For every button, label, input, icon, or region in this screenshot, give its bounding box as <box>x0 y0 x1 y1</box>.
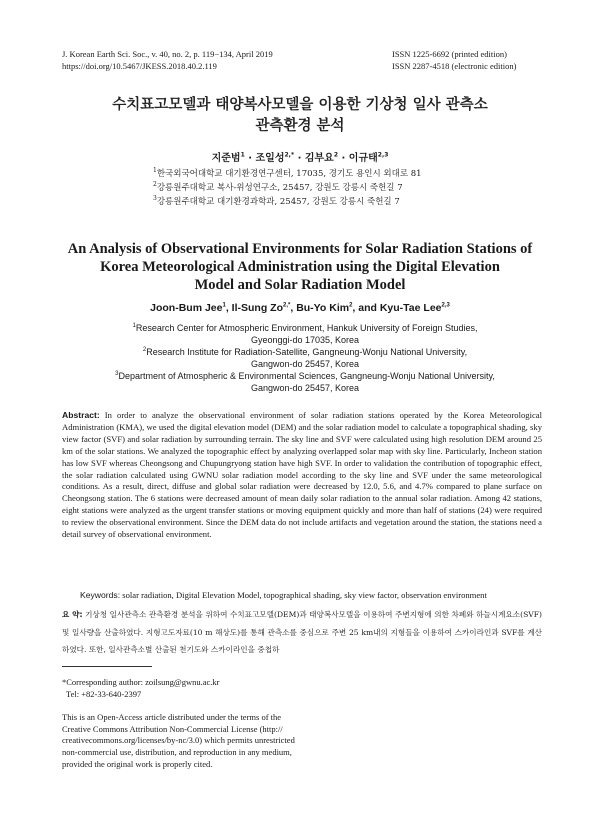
korean-title <box>0 95 600 137</box>
license-line: creativecommons.org/licenses/by-nc/3.0) which permits unrestricted <box>62 735 295 746</box>
author-name: 지준범 <box>211 153 241 164</box>
korean-abstract-text: 기상청 일사관측소 관측환경 분석을 위하여 수치표고모델(DEM)과 태양복사모델을 이용하여 주변지형에 의한 차폐와 하늘시계요소(SVF) 및 일사량을 산출하였다. 지형고도자료(10 m 해상도)를 통해 관측소를 중심으로 주변 25 km내의 지형들을 이용하여 스카이라인과 SVF를 계산하였다. 또한, 일사관측소별 산출된 천기도와 스카이라인을 중첩하 <box>62 610 542 654</box>
affiliation-text: Gyeonggi-do 17035, Korea <box>250 335 360 345</box>
korean-title-line: 수치표고모델과 태양복사모델을 이용한 기상청 일사 관측소 <box>112 97 488 113</box>
issn-electronic: ISSN 2287-4518 (electronic edition) <box>392 61 517 71</box>
affil-mark: 3 <box>153 195 157 203</box>
english-title-line: An Analysis of Observational Environments for Solar Radiation Stations of <box>67 241 533 257</box>
abstract-text: In order to analyze the observational environment of solar radiation stations operated by the Korea Meteorological Administration (KMA), we used the digital elevation model (DEM) and the solar radiation model to calculate a topographical shading, sky view factor (SVF) and solar radiation by surrounding terrain. The sky line and SVF were calculated using high resolution DEM around 25 km of the solar stations. We analyzed the topographic effect by analyzing overlapped solar map with sky line. Particularly, Incheon station has low SVF whereas Cheongsong and Chupungryong station have high SVF. In order to validation the contribution of topographic effect, the solar radiation calculated using GWNU solar radiation model according to the sky line and SVF under the same meteorological conditions. As a result, direct, diffuse and global solar radiation were decreased by 12.0, 5.6, and 4.7% compared to plane surface on Cheongsong station. The 6 stations were decreased amount of mean daily solar radiation to the annual solar radiation. Among 42 stations, eight stations were analyzed as the urgent transfer stations or moving equipment quickly and more than half of stations (24) were required to review the observational environment. Since the DEM data do not include artifacts and vegetation around the station, the stations need a detail survey of observational environment. <box>62 410 542 540</box>
affil-mark: 2 <box>153 181 157 189</box>
author-affil-mark: 2 <box>349 302 353 309</box>
author-name: Joon-Bum Jee <box>150 302 223 314</box>
footnote-divider <box>62 666 152 667</box>
author-name: Il-Sung Zo <box>231 302 283 314</box>
keywords <box>80 590 550 602</box>
author-affil-mark: 1 <box>240 151 245 159</box>
affiliation-line <box>153 181 553 195</box>
affiliation-text: Gangwon-do 25457, Korea <box>250 359 360 369</box>
korean-abstract-label: 요 약: <box>62 610 83 619</box>
author-name: Bu-Yo Kim <box>296 302 350 314</box>
affiliation-text: 강릉원주대학교 대기환경과학과, 25457, 강원도 강릉시 죽헌길 7 <box>156 197 400 207</box>
license-line: provided the original work is properly cited. <box>62 758 213 769</box>
abstract <box>62 410 542 541</box>
affiliation-line <box>90 346 520 358</box>
issn-block <box>392 48 516 72</box>
affiliation-line <box>153 195 553 209</box>
korean-title-line: 관측환경 분석 <box>255 118 345 134</box>
doi-link[interactable]: https://doi.org/10.5467/JKESS.2018.40.2.119 <box>62 61 217 71</box>
affiliation-line <box>90 334 520 346</box>
license-line: non-commercial use, distribution, and reproduction in any medium, <box>62 747 292 758</box>
corresponding-author-footnote <box>62 676 362 700</box>
issn-print: ISSN 1225-6692 (printed edition) <box>392 49 507 59</box>
affiliation-text: Research Institute for Radiation-Satellite, Gangneung-Wonju National University, <box>146 347 468 357</box>
license-line: This is an Open-Access article distributed under the terms of the <box>62 712 282 722</box>
author-separator: · <box>244 153 256 164</box>
affiliation-line <box>153 167 553 181</box>
author-separator: · <box>338 153 349 164</box>
author-affil-mark: 2,* <box>283 302 291 309</box>
author-separator: · <box>294 153 305 164</box>
english-affiliations <box>90 322 520 394</box>
license-notice <box>62 712 322 771</box>
author-affil-mark: 2,* <box>284 151 295 159</box>
corresponding-email: *Corresponding author: zoilsung@gwnu.ac.kr <box>62 677 220 687</box>
affil-mark: 3 <box>115 371 119 377</box>
journal-citation <box>62 48 273 72</box>
author-name: 조일성 <box>255 153 285 164</box>
affiliation-text: Research Center for Atmospheric Environment, Hankuk University of Foreign Studies, <box>135 323 478 333</box>
english-title-line: Model and Solar Radiation Model <box>194 277 406 293</box>
korean-authors <box>0 149 600 164</box>
affil-mark: 1 <box>153 167 157 175</box>
affiliation-line <box>90 370 520 382</box>
author-affil-mark: 2,3 <box>441 302 450 309</box>
author-affil-mark: 1 <box>222 302 226 309</box>
abstract-label: Abstract: <box>62 410 100 420</box>
affiliation-text: Department of Atmospheric & Environmental Sciences, Gangneung-Wonju National University, <box>118 371 495 381</box>
english-title <box>30 240 570 294</box>
author-affil-mark: 2,3 <box>377 151 389 159</box>
affiliation-line <box>90 358 520 370</box>
author-name: 이규태 <box>348 153 378 164</box>
affiliation-line <box>90 322 520 334</box>
keywords-label: Keywords: <box>80 590 121 600</box>
english-title-line: Korea Meteorological Administration using the Digital Elevation <box>100 259 500 275</box>
corresponding-tel: Tel: +82-33-640-2397 <box>66 689 142 699</box>
affiliation-text: 강릉원주대학교 복사-위성연구소, 25457, 강원도 강릉시 죽헌길 7 <box>156 183 403 193</box>
author-name: Kyu-Tae Lee <box>379 302 442 314</box>
affil-mark: 1 <box>132 323 136 329</box>
journal-info: J. Korean Earth Sci. Soc., v. 40, no. 2, p. 119−134, April 2019 <box>62 49 273 59</box>
korean-abstract <box>62 606 542 659</box>
author-affil-mark: 2 <box>333 151 339 159</box>
author-name: 김부요 <box>304 153 334 164</box>
license-line: Creative Commons Attribution Non-Commercial License (http:// <box>62 723 283 734</box>
affiliation-text: 한국외국어대학교 대기환경연구센터, 17035, 경기도 용인시 외대로 81 <box>156 169 422 179</box>
affiliation-text: Gangwon-do 25457, Korea <box>250 383 360 393</box>
keywords-text: solar radiation, Digital Elevation Model, topographical shading, sky view factor, observation environment <box>122 590 487 600</box>
affiliation-line <box>90 382 520 394</box>
korean-affiliations <box>153 167 553 209</box>
affil-mark: 2 <box>142 347 147 353</box>
english-authors: Joon-Bum Jee$^1$, Il-Sung $Zo^{2,*}$, Bu-Yo Kim$^2$, and Kyu-Tae Lee$^{2,3}$ <box>150 302 450 314</box>
